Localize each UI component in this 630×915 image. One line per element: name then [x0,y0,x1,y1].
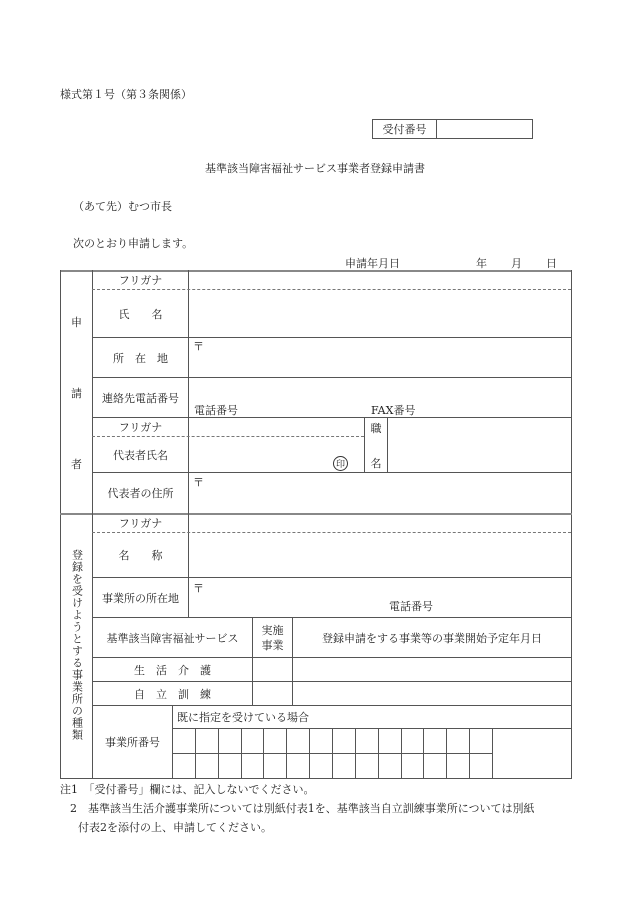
phone-field[interactable] [240,378,360,416]
postal-mark-icon: 〒 [193,582,204,595]
section-char-sha: 者 [71,458,82,471]
rep-address-field[interactable] [189,473,571,513]
applicant-name-label: 氏 名 [118,307,163,321]
rep-title-field[interactable] [388,418,571,472]
note-2-continued: 付表2を添付の上、申請してください。 [78,821,272,834]
office-number-digit-cell[interactable] [219,729,240,752]
receipt-label: 受付番号 [373,120,437,138]
rep-address-label: 代表者の住所 [107,487,174,500]
page-title: 基準該当障害福祉サービス事業者登録申請書 [205,162,425,175]
facility-furigana-label: フリガナ [118,517,163,530]
already-designated-label: 既に指定を受けている場合 [177,711,309,724]
facility-section-label: 登録を受けようとする事業所の種類 [70,549,84,741]
office-number-digit-cell[interactable] [447,754,468,777]
office-number-digit-cell[interactable] [196,729,217,752]
office-number-digit-cell[interactable] [447,729,468,752]
training-start-date-field[interactable] [293,682,571,705]
facility-phone-label: 電話番号 [389,600,433,613]
addressee: （あて先）むつ市長 [73,200,172,213]
training-implement-field[interactable] [253,682,292,705]
date-year[interactable]: 年 [476,257,487,270]
office-number-digit-cell[interactable] [173,754,194,777]
office-number-digit-cell[interactable] [333,729,354,752]
fax-field[interactable] [420,378,570,416]
office-number-digit-cell[interactable] [402,754,423,777]
implement-header: 実施事業 [261,624,284,652]
postal-mark-icon: 〒 [193,476,204,489]
seal-icon: 印 [333,456,348,471]
office-number-digit-cell[interactable] [287,729,308,752]
applicant-name-field[interactable] [189,290,571,337]
office-number-digit-cell[interactable] [470,729,491,752]
service-header: 基準該当障害福祉サービス [106,631,239,645]
office-number-digit-cell[interactable] [356,754,377,777]
office-number-digit-cell[interactable] [264,754,285,777]
receipt-number-field[interactable] [437,120,532,138]
office-number-digit-cell[interactable] [333,754,354,777]
rep-furigana-field[interactable] [189,418,364,436]
start-date-header: 登録申請をする事業等の事業開始予定年月日 [322,631,542,645]
office-number-digit-cell[interactable] [379,754,400,777]
life-care-start-date-field[interactable] [293,658,571,681]
office-number-digit-cell[interactable] [424,754,445,777]
office-number-digit-cell[interactable] [310,754,331,777]
applicant-furigana-field[interactable] [189,271,571,289]
office-number-digit-cell[interactable] [356,729,377,752]
service-life-care: 生 活 介 護 [134,663,211,677]
office-number-digit-cell[interactable] [219,754,240,777]
applicant-address-field[interactable] [189,338,571,377]
office-number-digit-cell[interactable] [173,729,194,752]
form-number: 様式第１号（第３条関係） [60,88,192,101]
section-char-shin: 申 [71,316,82,329]
rep-name-label: 代表者氏名 [113,448,168,462]
receipt-box [372,119,533,139]
date-day[interactable]: 日 [546,257,557,270]
facility-furigana-field[interactable] [189,514,571,532]
facility-address-field[interactable] [189,578,571,617]
section-char-sei: 請 [71,387,82,400]
note-2: 2 基準該当生活介護事業所については別紙付表1を、基準該当自立訓練事業所については別紙 [70,802,535,815]
office-number-digit-cell[interactable] [242,754,263,777]
rep-furigana-label: フリガナ [118,421,163,434]
applicant-furigana-label: フリガナ [118,274,163,287]
office-number-digit-cell[interactable] [287,754,308,777]
application-date-label: 申請年月日 [345,257,400,270]
facility-address-label: 事業所の所在地 [102,591,179,605]
office-number-digit-cell[interactable] [196,754,217,777]
fax-label: FAX番号 [371,404,416,417]
title-char-shoku: 職 [370,422,382,435]
office-number-digit-cell[interactable] [424,729,445,752]
service-independence-training: 自 立 訓 練 [134,687,211,701]
note-1: 注1 「受付番号」欄には、記入しないでください。 [60,783,315,796]
facility-name-label: 名 称 [118,549,163,562]
office-number-digit-cell[interactable] [310,729,331,752]
office-number-digit-cell[interactable] [379,729,400,752]
date-month[interactable]: 月 [511,257,522,270]
office-number-digit-cell[interactable] [242,729,263,752]
life-care-implement-field[interactable] [253,658,292,681]
office-number-digit-cell[interactable] [264,729,285,752]
title-char-mei: 名 [370,457,382,470]
phone-label: 電話番号 [194,404,238,417]
office-number-digit-cell[interactable] [402,729,423,752]
contact-phone-label: 連絡先電話番号 [102,391,179,405]
applicant-address-label: 所 在 地 [113,351,168,365]
office-number-digit-cell[interactable] [470,754,491,777]
postal-mark-icon: 〒 [193,340,204,353]
office-number-label: 事業所番号 [105,736,160,749]
grid-divider [492,728,493,778]
facility-name-field[interactable] [189,533,571,577]
intro-text: 次のとおり申請します。 [73,237,194,250]
